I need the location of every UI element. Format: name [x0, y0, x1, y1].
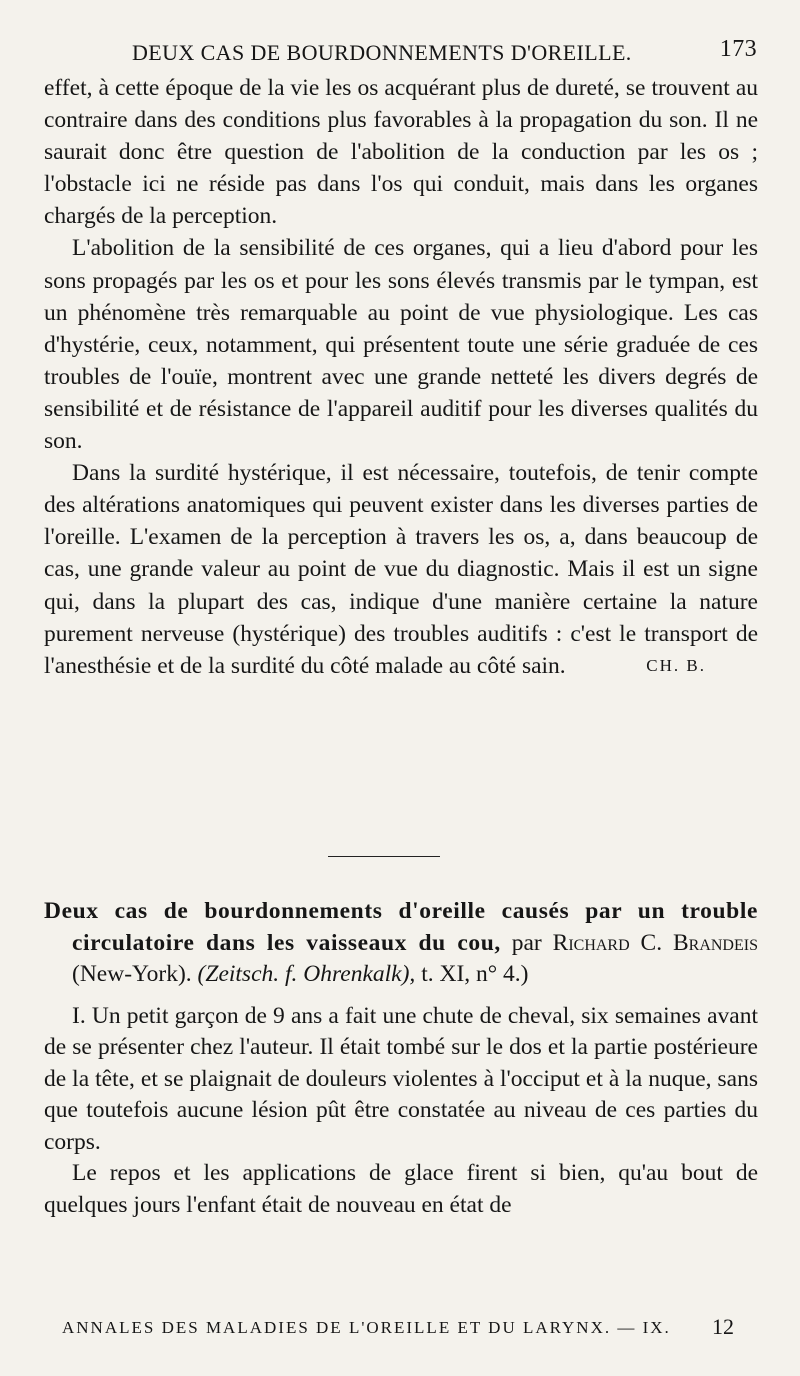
paragraph-text: Dans la surdité hystérique, il est nécessaire, toutefois, de tenir compte des altérations anatomiques qui peuvent exister dans les diverses parties de l'oreille. L'examen de la perception à travers les os, a, dans beaucoup de cas, une grande valeur au point de vue du diagnostic. Mais il est un signe qui, dans la plupart des cas, indique d'une manière certaine la nature purement nerveuse (hystérique) des troubles auditifs : c'est le transport de l'anesthésie et de la surdité du côté malade au côté sain. [44, 460, 758, 679]
source-journal: (Zeitsch. f. Ohrenkalk), [197, 961, 416, 987]
page-number: 173 [719, 36, 757, 62]
article-summary [44, 896, 758, 1221]
byline-word: par [511, 929, 542, 956]
previous-article-text [44, 72, 758, 682]
running-header [132, 36, 757, 70]
article-heading [44, 896, 758, 991]
author-location: (New-York). [72, 961, 192, 987]
paragraph: L'abolition de la sensibilité de ces organes, qui a lieu d'abord pour les sons propagés par les os et pour les sons élevés transmis par le tympan, est un phénomène très remarquable au point de vue physiologique. Les cas d'hystérie, ceux, notamment, qui présentent toute une série graduée de ces troubles de l'ouïe, montrent avec une grande netteté les divers degrés de sensibilité et de résistance de l'appareil auditif pour les diverses qualités du son. [44, 235, 758, 455]
running-title: DEUX CAS DE BOURDONNEMENTS D'OREILLE. [132, 40, 632, 65]
page-footer [62, 1314, 734, 1340]
paragraph [44, 457, 758, 682]
article-author: Richard C. Brandeis [552, 929, 758, 956]
paragraph: Le repos et les applications de glace firent si bien, qu'au bout de quelques jours l'enfant était de nouveau en état de [44, 1160, 758, 1218]
article-title: Deux cas de bourdonnements d'oreille causés par un trouble circulatoire dans les vaisseaux du cou, [44, 898, 758, 956]
author-signature: CH. B. [646, 655, 706, 675]
sheet-number: 12 [712, 1314, 734, 1339]
paragraph: I. Un petit garçon de 9 ans a fait une chute de cheval, six semaines avant de se présenter chez l'auteur. Il était tombé sur le dos et la partie postérieure de la tête, et se plaignait de douleurs violentes à l'occiput et à la nuque, sans que toutefois aucune lésion pût être constatée au niveau de ces parties du corps. [44, 1002, 758, 1155]
footer-journal-name: ANNALES DES MALADIES DE L'OREILLE ET DU LARYNX. — IX. [62, 1318, 671, 1337]
paragraph-continuation: effet, à cette époque de la vie les os acquérant plus de dureté, se trouvent au contraire dans des conditions plus favorables à la propagation du son. Il ne saurait donc être question de l'abolition de la conduction par les os ; l'obstacle ici ne réside pas dans l'os qui conduit, mais dans les organes chargés de la perception. [44, 75, 758, 230]
section-divider [328, 856, 440, 857]
journal-volume: t. XI, n° 4.) [421, 961, 529, 987]
